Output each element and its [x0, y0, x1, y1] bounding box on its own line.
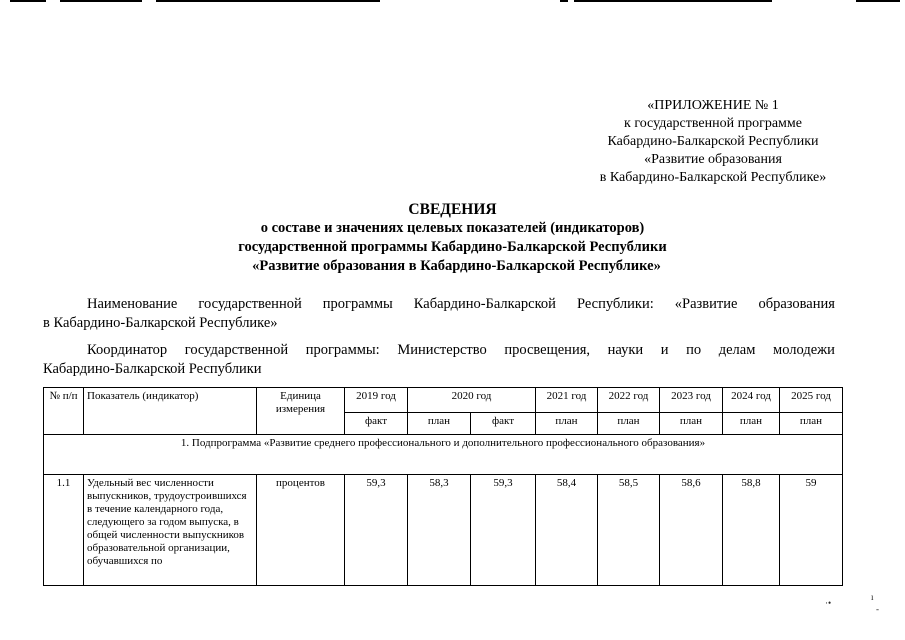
program-name-word: образования — [758, 296, 835, 312]
scan-artifact-line — [10, 0, 46, 2]
title-line: «Развитие образования в Кабардино-Балкарской Республике» — [252, 258, 661, 274]
coordinator-word: науки — [607, 342, 644, 358]
title-line: о составе и значениях целевых показателей (индикаторов) — [260, 220, 645, 236]
row-value: 58,5 — [598, 475, 660, 586]
scan-speck: ı — [871, 592, 874, 602]
subheader-cell: план — [536, 413, 598, 435]
header-year: 2020 год — [408, 388, 536, 413]
coordinator-cont: Кабардино-Балкарской Республики — [43, 361, 262, 377]
indicators-table — [43, 387, 843, 586]
appendix-line: Кабардино-Балкарской Республики — [607, 134, 819, 149]
row-value: 58,3 — [408, 475, 471, 586]
header-indicator: Показатель (индикатор) — [84, 388, 257, 435]
header-year: 2019 год — [345, 388, 408, 413]
appendix-line: «Развитие образования — [644, 152, 782, 167]
appendix-line: к государственной программе — [624, 116, 802, 131]
subheader-cell: факт — [345, 413, 408, 435]
program-name-cont: в Кабардино-Балкарской Республике» — [43, 315, 278, 331]
table-header-row — [44, 388, 843, 413]
section-title: 1. Подпрограмма «Развитие среднего профессионального и дополнительного профессионального образования» — [44, 435, 843, 475]
row-value: 59,3 — [345, 475, 408, 586]
scan-artifact-line — [60, 0, 142, 2]
header-num: № п/п — [44, 388, 84, 435]
table-row — [44, 475, 843, 586]
header-year: 2021 год — [536, 388, 598, 413]
coordinator-word: делам — [718, 342, 756, 358]
header-year: 2024 год — [723, 388, 780, 413]
row-value: 58,8 — [723, 475, 780, 586]
scan-artifact-line — [156, 0, 380, 2]
subheader-cell: план — [598, 413, 660, 435]
appendix-line: «ПРИЛОЖЕНИЕ № 1 — [647, 98, 779, 113]
program-name-word: «Развитие — [674, 296, 738, 312]
coordinator-word: Министерство — [397, 342, 487, 358]
scan-speck: - — [876, 604, 879, 614]
appendix-block — [583, 97, 843, 187]
coordinator-word: и — [660, 342, 669, 358]
subheader-cell: план — [723, 413, 780, 435]
program-name-word: государственной — [198, 296, 302, 312]
row-value: 59,3 — [471, 475, 536, 586]
coordinator-word: просвещения, — [504, 342, 590, 358]
header-unit: Единица измерения — [257, 388, 345, 435]
row-indicator: Удельный вес численности выпускников, трудоустроившихся в течение календарного года, следующего за годом выпуска, в общей численности выпускников образовательной организации, обучавшихся по — [84, 475, 257, 586]
subheader-cell: план — [660, 413, 723, 435]
section-row — [44, 435, 843, 475]
document-title — [0, 200, 905, 276]
program-name-word: Кабардино-Балкарской — [413, 296, 556, 312]
row-num: 1.1 — [44, 475, 84, 586]
program-name-word: Наименование — [87, 296, 178, 312]
coordinator-word: программы: — [305, 342, 380, 358]
row-value: 59 — [780, 475, 843, 586]
title-line: государственной программы Кабардино-Балкарской Республики — [238, 239, 667, 255]
coordinator-word: Координатор — [87, 342, 168, 358]
title-heading: СВЕДЕНИЯ — [408, 201, 497, 218]
scan-speck: ·• — [825, 598, 832, 608]
header-year: 2023 год — [660, 388, 723, 413]
row-value: 58,6 — [660, 475, 723, 586]
program-name-word: Республики: — [576, 296, 654, 312]
scan-artifact-line — [574, 0, 772, 2]
program-name-word: программы — [322, 296, 393, 312]
subheader-cell: план — [408, 413, 471, 435]
header-year: 2025 год — [780, 388, 843, 413]
scan-artifact-line — [560, 0, 568, 2]
coordinator-word: государственной — [184, 342, 289, 358]
coordinator-word: по — [686, 342, 702, 358]
program-name-paragraph — [43, 295, 835, 333]
coordinator-paragraph — [43, 341, 835, 379]
appendix-line: в Кабардино-Балкарской Республике» — [599, 170, 827, 185]
subheader-cell: факт — [471, 413, 536, 435]
row-unit: процентов — [257, 475, 345, 586]
scan-artifact-line — [856, 0, 900, 2]
header-year: 2022 год — [598, 388, 660, 413]
row-value: 58,4 — [536, 475, 598, 586]
subheader-cell: план — [780, 413, 843, 435]
coordinator-word: молодежи — [773, 342, 835, 358]
